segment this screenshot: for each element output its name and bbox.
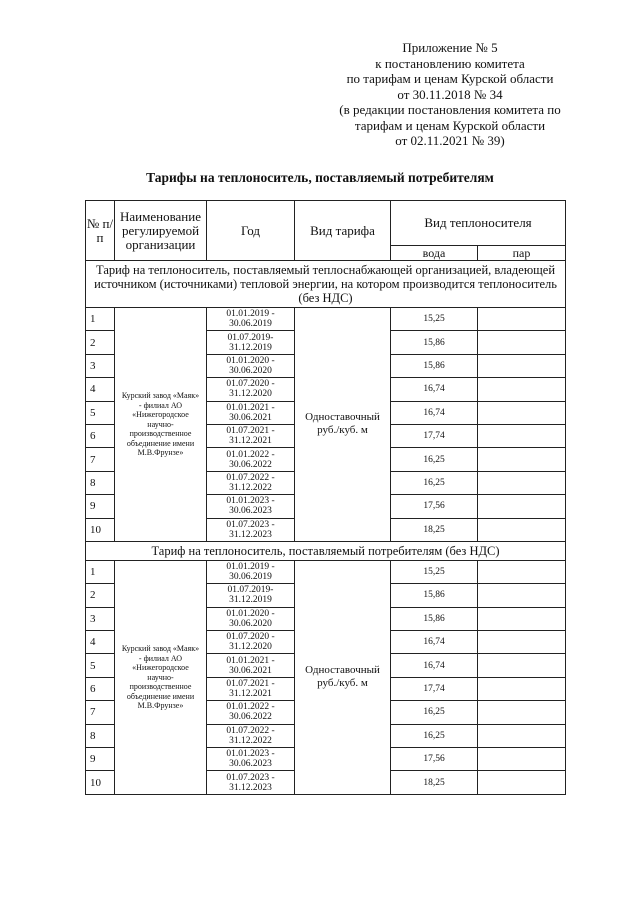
steam-tariff-value xyxy=(478,331,566,354)
water-tariff-value: 17,74 xyxy=(391,677,478,700)
steam-tariff-value xyxy=(478,308,566,331)
water-tariff-value: 18,25 xyxy=(391,771,478,794)
period-cell: 01.07.2023 - 31.12.2023 xyxy=(207,771,295,794)
steam-tariff-value xyxy=(478,771,566,794)
steam-tariff-value xyxy=(478,607,566,630)
steam-tariff-value xyxy=(478,748,566,771)
period-cell: 01.07.2023 - 31.12.2023 xyxy=(207,518,295,541)
period-cell: 01.01.2020 - 30.06.2020 xyxy=(207,354,295,377)
water-tariff-value: 15,86 xyxy=(391,354,478,377)
period-cell: 01.07.2019- 31.12.2019 xyxy=(207,331,295,354)
steam-tariff-value xyxy=(478,424,566,447)
period-cell: 01.01.2019 - 30.06.2019 xyxy=(207,560,295,583)
row-number: 2 xyxy=(86,331,115,354)
table-row xyxy=(86,560,566,583)
water-tariff-value: 15,86 xyxy=(391,331,478,354)
water-tariff-value: 17,56 xyxy=(391,748,478,771)
steam-tariff-value xyxy=(478,584,566,607)
row-number: 3 xyxy=(86,607,115,630)
column-header-carrier: Вид теплоносителя xyxy=(391,201,566,246)
period-cell: 01.01.2022 - 30.06.2022 xyxy=(207,701,295,724)
water-tariff-value: 15,25 xyxy=(391,308,478,331)
header-line: к постановлению комитета xyxy=(375,55,525,71)
water-tariff-value: 16,25 xyxy=(391,448,478,471)
water-tariff-value: 16,25 xyxy=(391,471,478,494)
row-number: 8 xyxy=(86,724,115,747)
header-line: тарифам и ценам Курской области xyxy=(354,117,546,133)
steam-tariff-value xyxy=(478,378,566,401)
water-tariff-value: 16,25 xyxy=(391,724,478,747)
organization-name: Курский завод «Маяк» - филиал АО «Нижегородское научно-производственное объединение имени М.В.Фрунзе» xyxy=(115,560,207,794)
period-cell: 01.07.2021 - 31.12.2021 xyxy=(207,424,295,447)
water-tariff-value: 16,74 xyxy=(391,378,478,401)
tariff-kind: Одноставочный руб./куб. м xyxy=(295,560,391,794)
column-header-organization: Наименование регулируемой организации xyxy=(115,201,207,261)
row-number: 4 xyxy=(86,631,115,654)
period-cell: 01.01.2023 - 30.06.2023 xyxy=(207,748,295,771)
steam-tariff-value xyxy=(478,448,566,471)
row-number: 1 xyxy=(86,308,115,331)
steam-tariff-value xyxy=(478,354,566,377)
column-header-year: Год xyxy=(207,201,295,261)
steam-tariff-value xyxy=(478,701,566,724)
period-cell: 01.07.2020 - 31.12.2020 xyxy=(207,631,295,654)
column-header-number: № п/п xyxy=(86,201,115,261)
period-cell: 01.01.2021 - 30.06.2021 xyxy=(207,654,295,677)
row-number: 10 xyxy=(86,518,115,541)
water-tariff-value: 16,74 xyxy=(391,654,478,677)
row-number: 9 xyxy=(86,495,115,518)
row-number: 7 xyxy=(86,448,115,471)
steam-tariff-value xyxy=(478,560,566,583)
period-cell: 01.07.2021 - 31.12.2021 xyxy=(207,677,295,700)
period-cell: 01.07.2020 - 31.12.2020 xyxy=(207,378,295,401)
row-number: 7 xyxy=(86,701,115,724)
row-number: 6 xyxy=(86,677,115,700)
table-body xyxy=(86,261,566,795)
period-cell: 01.07.2022 - 31.12.2022 xyxy=(207,471,295,494)
water-tariff-value: 17,56 xyxy=(391,495,478,518)
water-tariff-value: 15,25 xyxy=(391,560,478,583)
section-header-row xyxy=(86,541,566,560)
period-cell: 01.07.2019- 31.12.2019 xyxy=(207,584,295,607)
row-number: 3 xyxy=(86,354,115,377)
steam-tariff-value xyxy=(478,677,566,700)
steam-tariff-value xyxy=(478,471,566,494)
period-cell: 01.01.2022 - 30.06.2022 xyxy=(207,448,295,471)
header-line: по тарифам и ценам Курской области xyxy=(346,71,554,86)
header-line: (в редакции постановления комитета по xyxy=(339,102,561,117)
row-number: 1 xyxy=(86,560,115,583)
period-cell: 01.07.2022 - 31.12.2022 xyxy=(207,724,295,747)
water-tariff-value: 16,25 xyxy=(391,701,478,724)
period-cell: 01.01.2021 - 30.06.2021 xyxy=(207,401,295,424)
water-tariff-value: 17,74 xyxy=(391,424,478,447)
row-number: 6 xyxy=(86,424,115,447)
row-number: 9 xyxy=(86,748,115,771)
document-title: Тарифы на теплоноситель, поставляемый потребителям xyxy=(146,170,494,185)
tariff-kind: Одноставочный руб./куб. м xyxy=(295,308,391,542)
steam-tariff-value xyxy=(478,518,566,541)
section-title: Тариф на теплоноситель, поставляемый потребителям (без НДС) xyxy=(86,541,566,560)
row-number: 4 xyxy=(86,378,115,401)
water-tariff-value: 18,25 xyxy=(391,518,478,541)
organization-name: Курский завод «Маяк» - филиал АО «Нижегородское научно-производственное объединение имени М.В.Фрунзе» xyxy=(115,308,207,542)
tariff-table xyxy=(85,200,566,795)
header-line: от 02.11.2021 № 39) xyxy=(395,133,505,148)
subheader-steam: пар xyxy=(478,246,566,261)
section-header-row xyxy=(86,261,566,308)
steam-tariff-value xyxy=(478,495,566,518)
period-cell: 01.01.2019 - 30.06.2019 xyxy=(207,308,295,331)
appendix-header xyxy=(300,40,600,149)
period-cell: 01.01.2020 - 30.06.2020 xyxy=(207,607,295,630)
water-tariff-value: 16,74 xyxy=(391,401,478,424)
steam-tariff-value xyxy=(478,724,566,747)
header-line: Приложение № 5 xyxy=(402,40,498,55)
column-header-tariff-kind: Вид тарифа xyxy=(295,201,391,261)
water-tariff-value: 15,86 xyxy=(391,584,478,607)
steam-tariff-value xyxy=(478,631,566,654)
subheader-water: вода xyxy=(391,246,478,261)
steam-tariff-value xyxy=(478,401,566,424)
section-title: Тариф на теплоноситель, поставляемый теплоснабжающей организацией, владеющей источником (источниками) тепловой энергии, на котором производится теплоноситель (без НДС) xyxy=(86,261,566,308)
period-cell: 01.01.2023 - 30.06.2023 xyxy=(207,495,295,518)
row-number: 2 xyxy=(86,584,115,607)
row-number: 5 xyxy=(86,654,115,677)
row-number: 8 xyxy=(86,471,115,494)
table-row xyxy=(86,308,566,331)
row-number: 10 xyxy=(86,771,115,794)
row-number: 5 xyxy=(86,401,115,424)
header-line: от 30.11.2018 № 34 xyxy=(397,86,503,102)
steam-tariff-value xyxy=(478,654,566,677)
water-tariff-value: 15,86 xyxy=(391,607,478,630)
water-tariff-value: 16,74 xyxy=(391,631,478,654)
